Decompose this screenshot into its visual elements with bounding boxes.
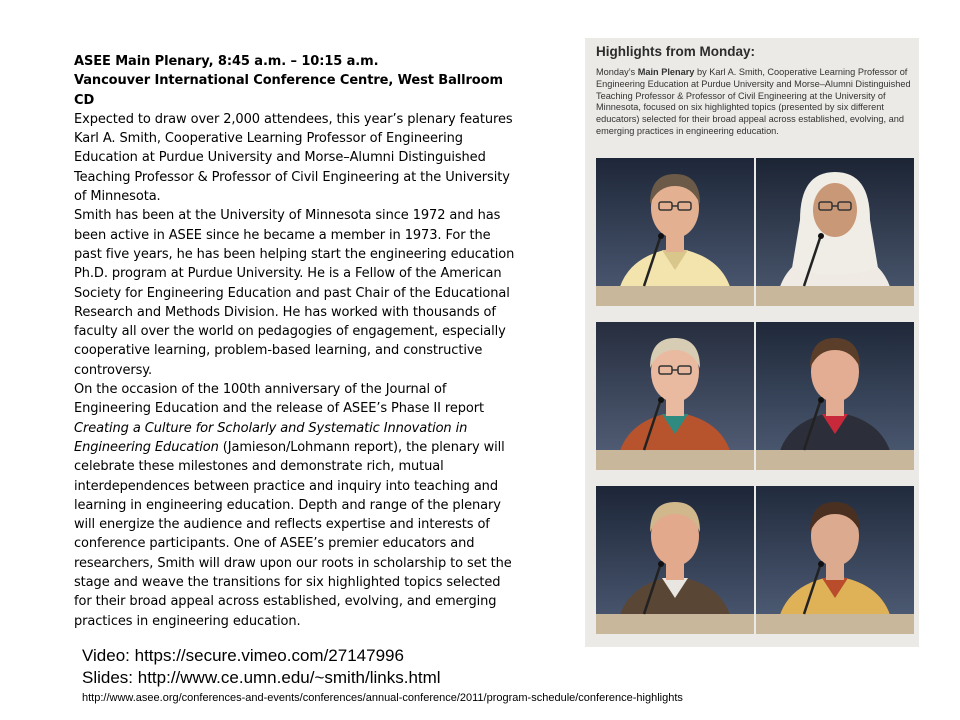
source-url[interactable]: http://www.asee.org/conferences-and-events/conferences/annual-conference/2011/program-schedule/conference-highlights [82,692,683,704]
report-title: Creating a Culture for Scholarly and Systematic Innovation in Engineering Education [74,420,468,455]
plenary-venue: Vancouver International Conference Centre, West Ballroom CD [74,73,503,108]
speaker-photo-3 [596,322,754,470]
speaker-photo-2 [756,158,914,306]
speaker-photo-6 [756,486,914,634]
highlights-summary [596,67,914,138]
highlights-panel [585,38,919,647]
highlights-text-start: Monday’s [596,67,638,77]
plenary-article [74,52,522,631]
occasion-text-start: On the occasion of the 100th anniversary of the Journal of Engineering Education and the release of ASEE’s Phase II report [74,382,485,417]
highlights-main-plenary: Main Plenary [637,67,695,77]
highlights-heading: Highlights from Monday: [596,44,755,59]
speaker-photo-4 [756,322,914,470]
video-link[interactable]: Video: https://secure.vimeo.com/27147996 [82,646,404,665]
speaker-photo-5 [596,486,754,634]
highlights-text-end: by Karl A. Smith, Cooperative Learning Professor of Engineering Education at Purdue University and Morse–Alumni Distinguished Teaching Professor & Professor of Civil Engineering at the University of Minnesota, focused on six highlighted topics (presented by six different educators) selected for their broad appeal across established, evolving, and emerging practices in engineering education. [596,67,911,136]
plenary-session-time: ASEE Main Plenary, 8:45 a.m. – 10:15 a.m. [74,54,379,69]
slides-link[interactable]: Slides: http://www.ce.umn.edu/~smith/links.html [82,668,441,687]
article-paragraph-occasion [74,380,522,631]
speaker-photo-1 [596,158,754,306]
article-paragraph-intro: Expected to draw over 2,000 attendees, this year’s plenary features Karl A. Smith, Cooperative Learning Professor of Engineering Education at Purdue University and Morse–Alumni Distinguished Teaching Professor & Professor of Civil Engineering at the University of Minnesota. [74,111,513,205]
article-paragraph-bio: Smith has been at the University of Minnesota since 1972 and has been active in ASEE since he became a member in 1973. For the past five years, he has been helping start the engineering education Ph.D. program at Purdue University. He is a Fellow of the American Society for Engineering Education and past Chair of the Educational Research and Methods Division. He has worked with thousands of faculty all over the world on pedagogies of engagement, especially cooperative learning, problem-based learning, and constructive controversy. [74,208,515,378]
occasion-text-end: (Jamieson/Lohmann report), the plenary will celebrate these milestones and demonstrate rich, mutual interdependences between practice and inquiry into teaching and learning in engineering education. Depth and range of the plenary will energize the audience and reflects expertise and interests of conference participants. One of ASEE’s premier educators and researchers, Smith will draw upon our roots in scholarship to set the stage and weave the transitions for six highlighted topics selected for their broad appeal across established, evolving, and emerging practices in engineering education. [74,439,512,629]
